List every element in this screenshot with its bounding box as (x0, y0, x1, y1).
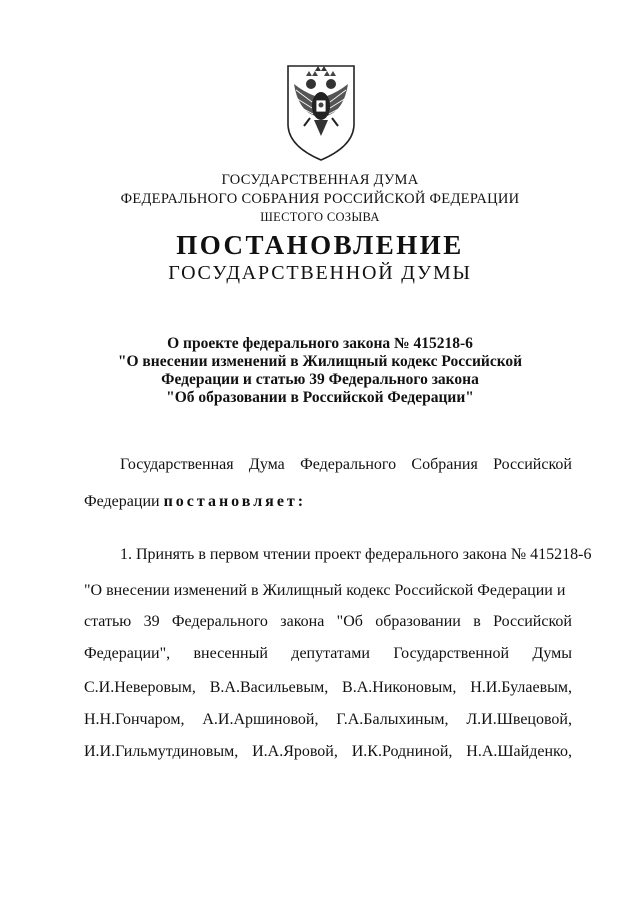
deputy-name: А.И.Аршиновой, (202, 711, 319, 728)
text-word: Государственной (393, 645, 510, 662)
text-word: Российской (493, 613, 572, 630)
org-name-line2: ФЕДЕРАЛЬНОГО СОБРАНИЯ РОССИЙСКОЙ ФЕДЕРАЦИИ (120, 191, 520, 207)
text-word: внесенный (193, 645, 268, 662)
text-word: Федерации", (84, 645, 171, 662)
item1-line2: "О внесении изменений в Жилищный кодекс Российской Федерации и (84, 582, 566, 599)
preamble-line2 (84, 492, 572, 512)
subject-line2: "О внесении изменений в Жилищный кодекс Российской (117, 353, 523, 370)
text-word: закона (280, 613, 325, 630)
item1-line6 (84, 710, 572, 730)
item1-line7 (84, 742, 572, 762)
deputy-name: И.К.Родниной, (351, 743, 453, 760)
deputy-name: Н.Н.Гончаром, (84, 711, 185, 728)
text-word: Думы (532, 645, 572, 662)
preamble-word: Дума (248, 456, 285, 473)
preamble-federation: Федерации (84, 493, 160, 510)
item1-line4 (84, 644, 572, 664)
preamble-line1 (120, 455, 572, 475)
text-word: образовании (375, 613, 461, 630)
state-emblem-icon (284, 62, 358, 162)
deputy-name: Н.А.Шайденко, (466, 743, 572, 760)
deputy-name: С.И.Неверовым, (84, 679, 196, 696)
deputy-name: Л.И.Швецовой, (466, 711, 572, 728)
deputy-name: В.А.Васильевым, (209, 679, 329, 696)
item1-line3 (84, 612, 572, 632)
deputy-name: В.А.Никоновым, (342, 679, 457, 696)
text-word: Федерального (171, 613, 268, 630)
item1-line1: 1. Принять в первом чтении проект федерального закона № 415218-6 (120, 546, 592, 563)
preamble-word: Российской (493, 456, 572, 473)
resolves-word: постановляет: (163, 493, 307, 510)
org-name-line1: ГОСУДАРСТВЕННАЯ ДУМА (221, 172, 419, 188)
subject-line4: "Об образовании в Российской Федерации" (166, 389, 474, 406)
subject-line1: О проекте федерального закона № 415218-6 (167, 335, 473, 352)
deputy-name: Г.А.Балыхиным, (336, 711, 449, 728)
preamble-word: Федерального (300, 456, 397, 473)
deputy-name: И.И.Гильмутдиновым, (84, 743, 239, 760)
subject-line3: Федерации и статью 39 Федерального закона (161, 371, 479, 388)
text-word: депутатами (291, 645, 370, 662)
text-word: в (473, 613, 481, 630)
text-word: статью (84, 613, 132, 630)
deputy-name: И.А.Яровой, (252, 743, 338, 760)
preamble-word: Государственная (120, 456, 234, 473)
document-type-title: ПОСТАНОВЛЕНИЕ (176, 230, 464, 260)
convocation-line: ШЕСТОГО СОЗЫВА (260, 210, 380, 224)
item1-line5 (84, 678, 572, 698)
text-word: 39 (143, 613, 160, 630)
preamble-word: Собрания (411, 456, 478, 473)
document-type-subtitle: ГОСУДАРСТВЕННОЙ ДУМЫ (168, 262, 472, 284)
text-word: "Об (336, 613, 363, 630)
deputy-name: Н.И.Булаевым, (470, 679, 572, 696)
